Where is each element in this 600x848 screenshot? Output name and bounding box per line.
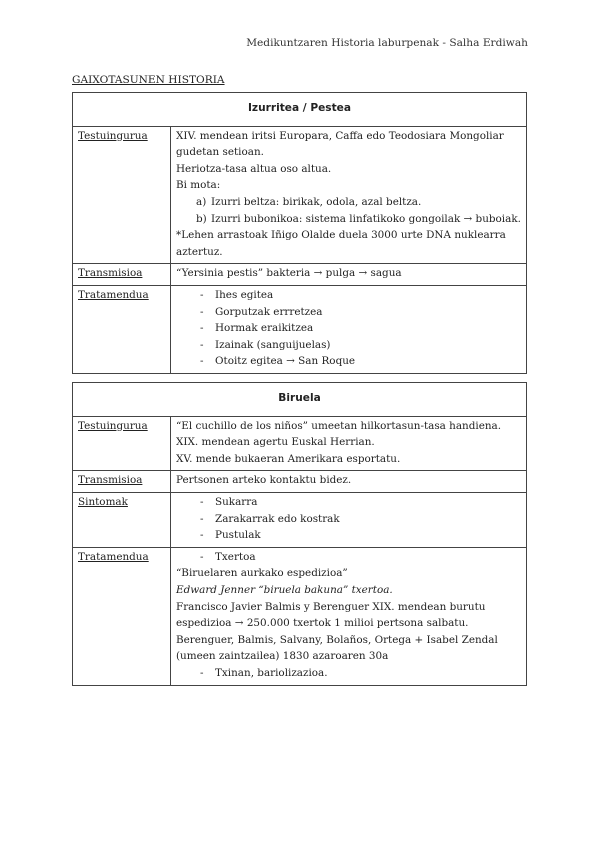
row-label: Transmisioa	[73, 471, 171, 493]
biruela-heading: Biruela	[73, 383, 527, 417]
list-item: - Ihes egitea	[200, 287, 521, 304]
list-item: b) Izurri bubonikoa: sistema linfatikoko gongoilak → buboiak.	[196, 212, 521, 225]
symptom-list	[176, 494, 521, 544]
dna-note: *Lehen arrastoak Iñigo Olalde duela 3000 urte DNA nuklearra aztertuz.	[176, 229, 506, 258]
list-item: - Otoitz egitea → San Roque	[200, 353, 521, 370]
treatment-line: Edward Jenner “biruela bakuna” txertoa.	[176, 583, 393, 596]
pestea-tratamendua-cell	[171, 285, 527, 373]
pestea-table	[72, 92, 527, 374]
pestea-row-transmisioa	[73, 264, 527, 286]
row-label: Transmisioa	[73, 264, 171, 286]
list-item: - Txertoa	[200, 549, 521, 566]
plague-types-list	[176, 194, 521, 227]
list-item: - Txinan, bariolizazioa.	[200, 665, 521, 682]
treatment-list	[176, 287, 521, 370]
biruela-row-testuingurua	[73, 416, 527, 471]
page-header: Medikuntzaren Historia laburpenak - Salha Erdiwah	[246, 37, 528, 49]
row-label: Sintomak	[73, 492, 171, 547]
biruela-row-tratamendua	[73, 547, 527, 685]
biruela-table	[72, 382, 527, 686]
context-line: XIV. mendean iritsi Europara, Caffa edo Teodosiara Mongoliar gudetan setioan.	[176, 129, 504, 159]
list-item: - Sukarra	[200, 494, 521, 511]
treatment-line: “Biruelaren aurkako espedizioa”	[176, 567, 348, 580]
list-item: - Pustulak	[200, 527, 521, 544]
biruela-row-transmisioa	[73, 471, 527, 493]
context-line: XV. mende bukaeran Amerikara esportatu.	[176, 452, 401, 465]
biruela-context-cell	[171, 416, 527, 471]
context-line: XIX. mendean agertu Euskal Herrian.	[176, 436, 375, 449]
list-item: - Gorputzak errretzea	[200, 304, 521, 321]
pestea-row-tratamendua	[73, 285, 527, 373]
pestea-row-testuingurua	[73, 126, 527, 264]
treatment-list	[176, 549, 521, 566]
biruela-sintomak-cell	[171, 492, 527, 547]
pestea-context-cell	[171, 126, 527, 264]
biruela-row-sintomak	[73, 492, 527, 547]
pestea-heading: Izurritea / Pestea	[73, 93, 527, 127]
row-label: Testuingurua	[73, 416, 171, 471]
context-line: Bi mota:	[176, 179, 221, 192]
biruela-tratamendua-cell	[171, 547, 527, 685]
biruela-transmisioa-cell: Pertsonen arteko kontaktu bidez.	[171, 471, 527, 493]
document-title: GAIXOTASUNEN HISTORIA	[72, 74, 225, 86]
list-item: - Izainak (sanguijuelas)	[200, 337, 521, 354]
pestea-transmisioa-cell: “Yersinia pestis” bakteria → pulga → sagua	[171, 264, 527, 286]
context-line: “El cuchillo de los niños” umeetan hilkortasun-tasa handiena.	[176, 419, 502, 432]
row-label: Testuingurua	[73, 126, 171, 264]
treatment-line: Berenguer, Balmis, Salvany, Bolaños, Ortega + Isabel Zendal (umeen zaintzailea) 1830 azaroaren 30a	[176, 633, 498, 663]
row-label: Tratamendua	[73, 285, 171, 373]
context-line: Heriotza-tasa altua oso altua.	[176, 162, 332, 175]
treatment-line: Francisco Javier Balmis y Berenguer XIX. mendean burutu espedizioa → 250.000 txertok 1 milioi pertsona salbatu.	[176, 600, 486, 630]
list-item: a) Izurri beltza: birikak, odola, azal beltza.	[196, 195, 422, 208]
row-label: Tratamendua	[73, 547, 171, 685]
list-item: - Hormak eraikitzea	[200, 320, 521, 337]
treatment-list	[176, 665, 521, 682]
list-item: - Zarakarrak edo kostrak	[200, 511, 521, 528]
